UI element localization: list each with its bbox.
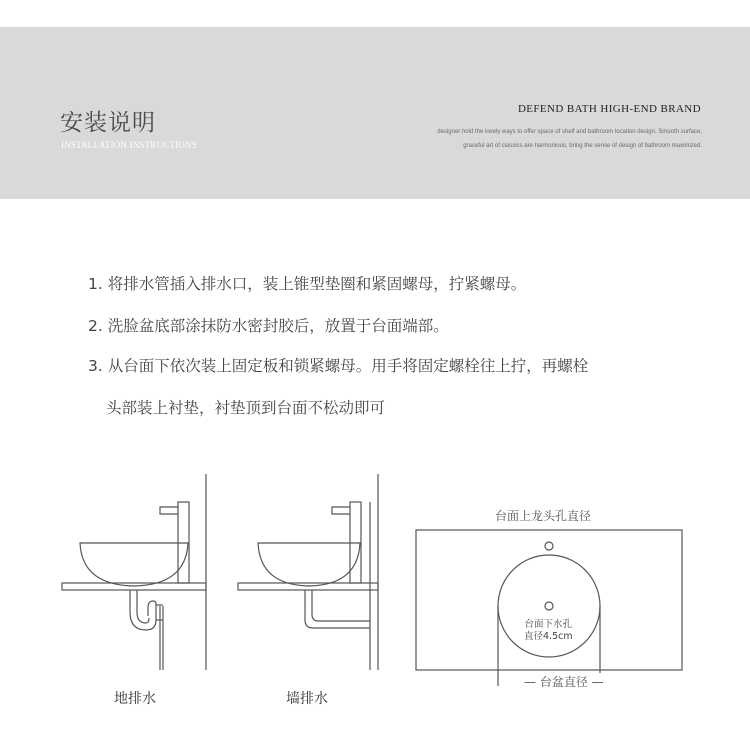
page-subtitle: INSTALLATION INSTRUCTIONS — [61, 140, 198, 150]
installation-diagrams — [0, 460, 750, 700]
brand-name: DEFEND BATH HIGH-END BRAND — [517, 103, 701, 115]
tagline-line-1: designer hold the lovely ways to offer space of shelf and bathroom location design. Smooth surface, — [437, 129, 702, 135]
tagline-line-2: graceful art of classics are harmonious, bring the sense of design of bathroom maximized. — [463, 143, 702, 149]
countertop-top-view — [416, 530, 682, 686]
page-title: 安装说明 — [60, 110, 156, 136]
step-3-continued: 头部装上衬垫，衬垫顶到台面不松动即可 — [106, 399, 386, 417]
drain-hole-label-line-1: 台面下水孔 — [524, 619, 573, 630]
step-3: 3. 从台面下依次装上固定板和锁紧螺母。用手将固定螺栓往上拧，再螺栓 — [88, 357, 589, 375]
drain-hole-label — [524, 619, 573, 643]
wall-drain-caption: 墙排水 — [286, 691, 328, 707]
floor-drain-diagram — [62, 474, 206, 670]
step-1: 1. 将排水管插入排水口，装上锥型垫圈和紧固螺母，拧紧螺母。 — [88, 275, 527, 293]
wall-drain-diagram — [238, 474, 378, 670]
floor-drain-caption: 地排水 — [114, 691, 156, 707]
basin-diameter-label: — 台盆直径 — — [520, 673, 608, 690]
drain-hole-label-line-2: 直径4.5cm — [524, 631, 573, 642]
step-2: 2. 洗脸盆底部涂抹防水密封胶后，放置于台面端部。 — [88, 317, 449, 335]
faucet-hole-label: 台面上龙头孔直径 — [495, 509, 592, 523]
